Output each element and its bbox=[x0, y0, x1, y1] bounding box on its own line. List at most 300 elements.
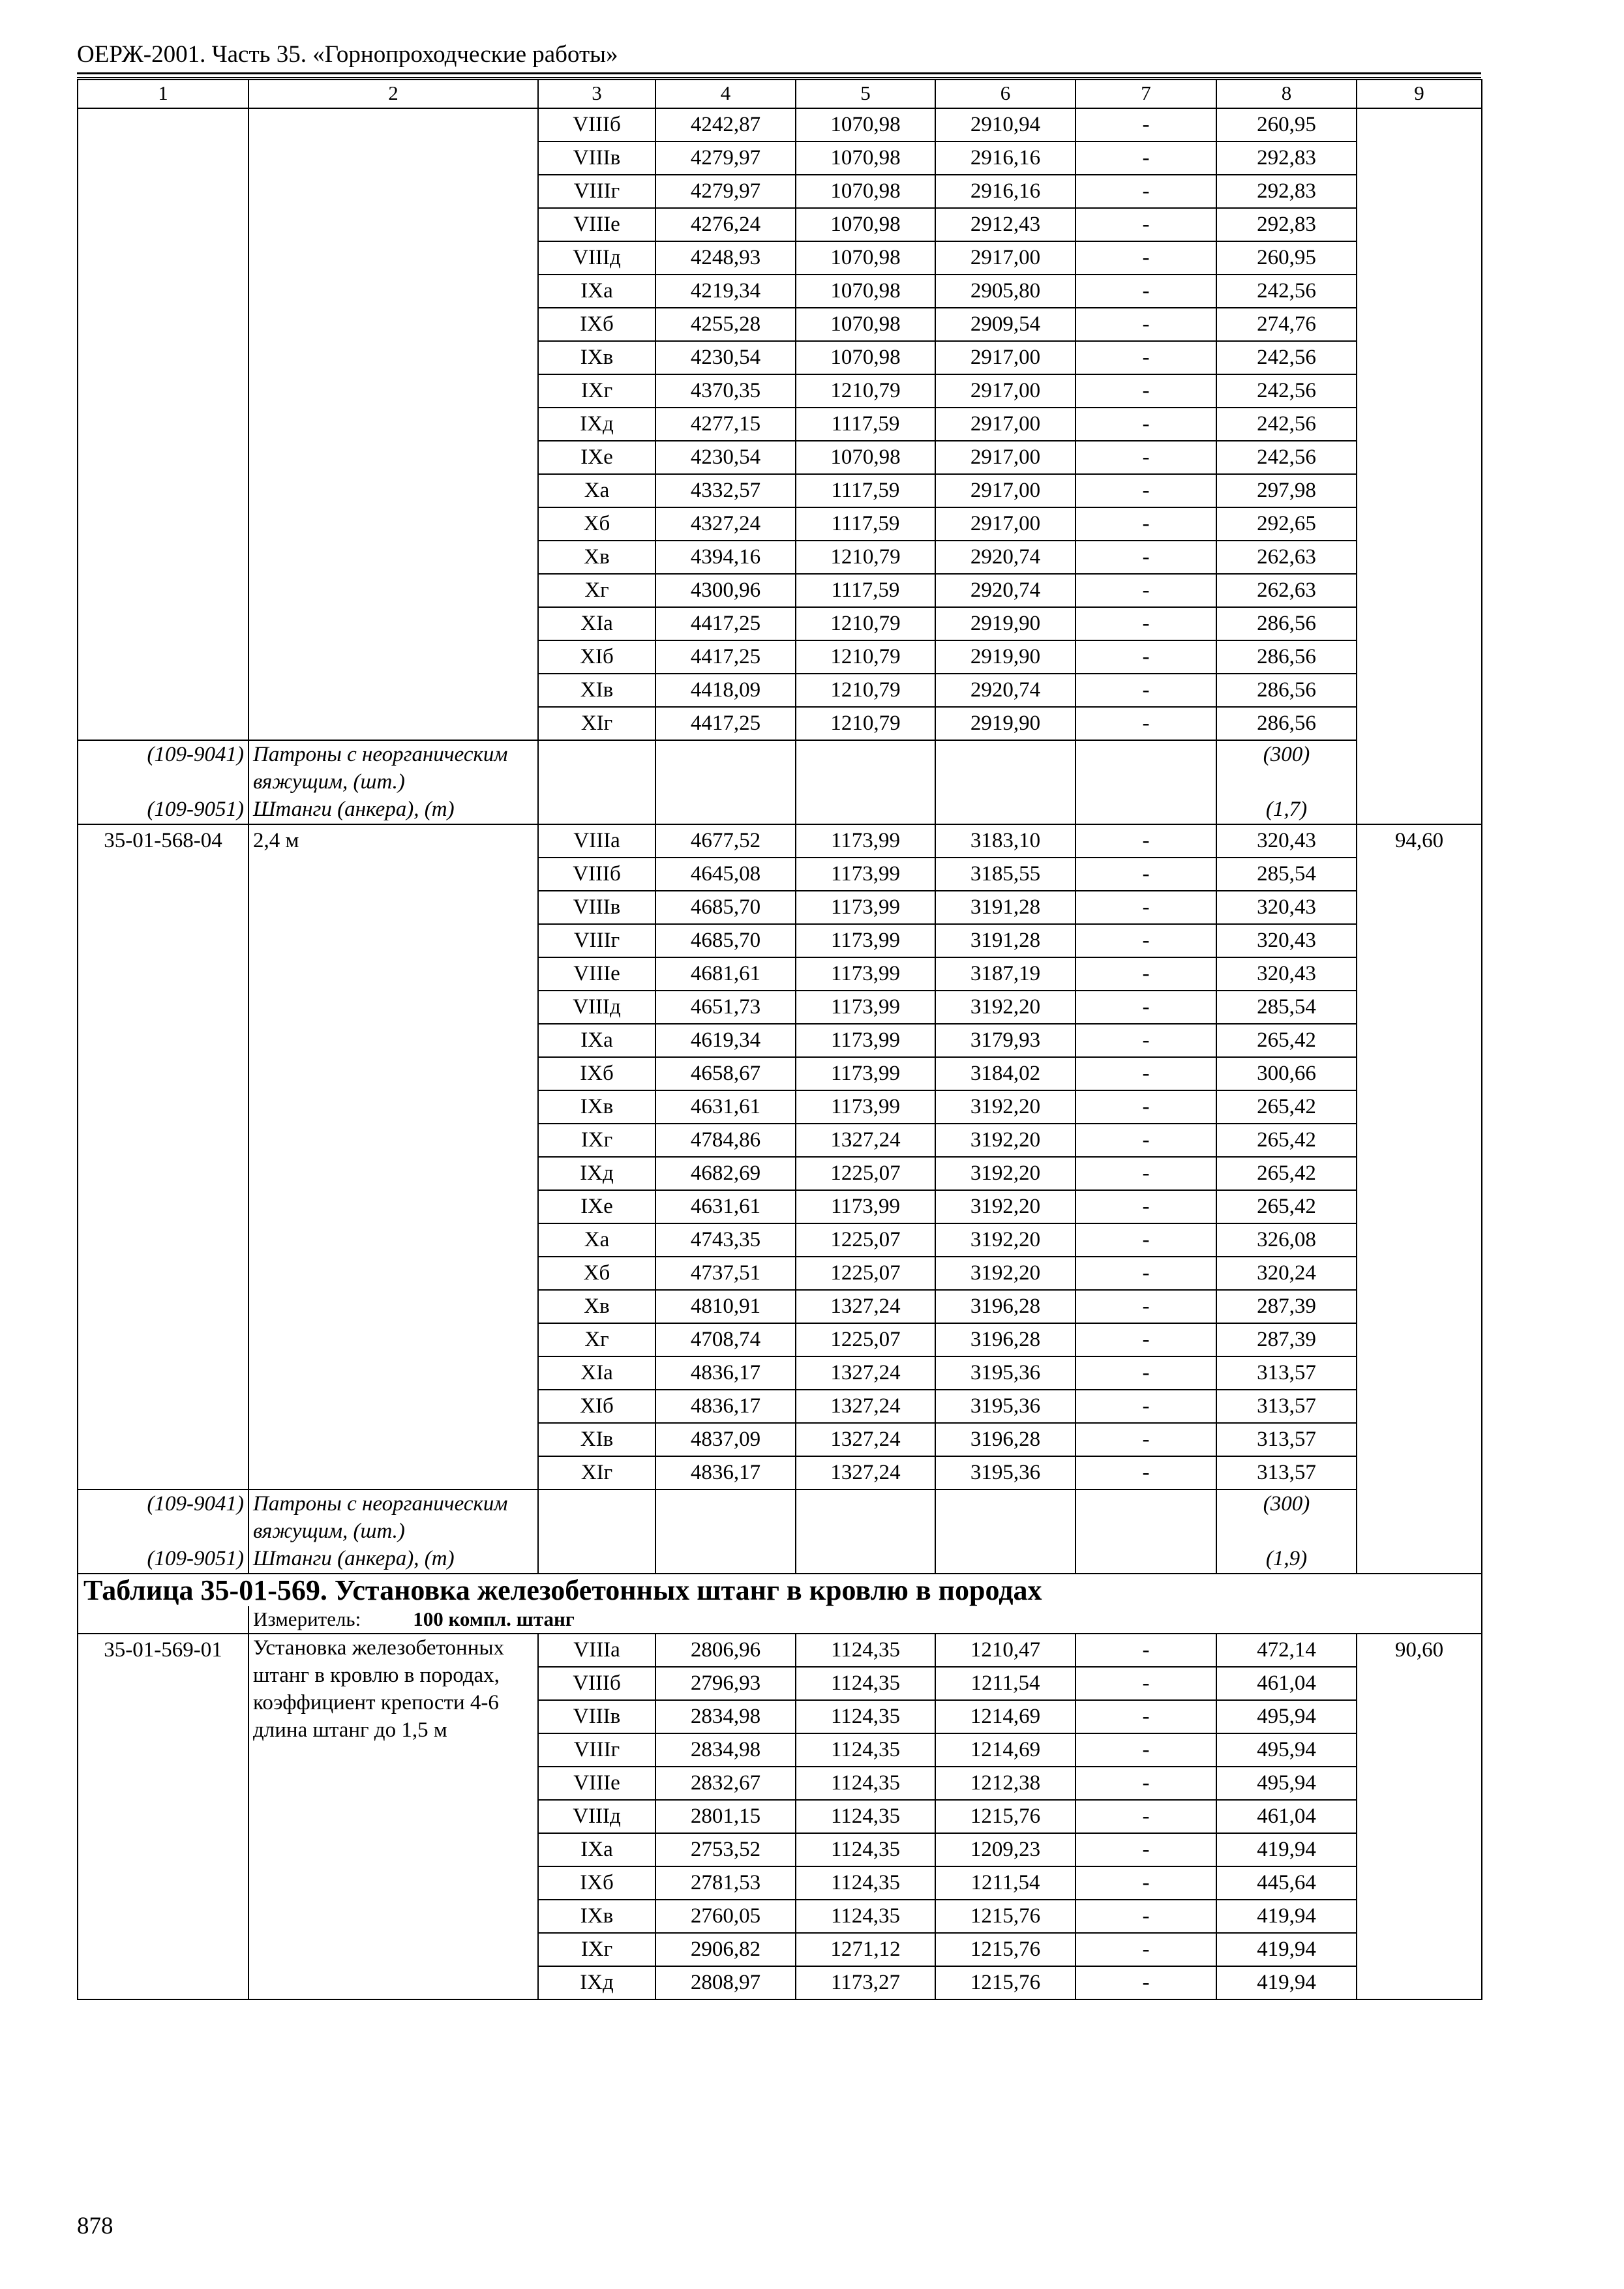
total-cost-cell: 4417,25 bbox=[655, 707, 796, 740]
labor-cell: 292,83 bbox=[1216, 175, 1357, 208]
total-cost-cell: 4255,28 bbox=[655, 308, 796, 341]
total-cost-cell: 2806,96 bbox=[655, 1634, 796, 1667]
labor-cell: 262,63 bbox=[1216, 541, 1357, 574]
class-cell: IXв bbox=[538, 1090, 655, 1124]
labor-cell: 292,83 bbox=[1216, 142, 1357, 175]
materials-cell: - bbox=[1075, 1190, 1216, 1223]
measure-label: Измеритель: bbox=[253, 1608, 361, 1630]
wages-cell: 1173,99 bbox=[796, 1090, 935, 1124]
resource-code: (109-9051) bbox=[78, 1545, 248, 1574]
labor-cell: 265,42 bbox=[1216, 1090, 1357, 1124]
total-cost-cell: 4619,34 bbox=[655, 1024, 796, 1057]
resource-value: (1,9) bbox=[1216, 1545, 1357, 1574]
materials-cell: - bbox=[1075, 474, 1216, 507]
labor-cell: 265,42 bbox=[1216, 1157, 1357, 1190]
empty-cell bbox=[935, 1489, 1075, 1545]
total-cost-cell: 4230,54 bbox=[655, 341, 796, 374]
materials-cell: - bbox=[1075, 241, 1216, 275]
machines-cell: 2916,16 bbox=[935, 175, 1075, 208]
machines-cell: 1214,69 bbox=[935, 1733, 1075, 1767]
total-cost-cell: 4394,16 bbox=[655, 541, 796, 574]
wages-cell: 1327,24 bbox=[796, 1356, 935, 1390]
total-cost-cell: 4685,70 bbox=[655, 924, 796, 957]
materials-cell: - bbox=[1075, 1323, 1216, 1356]
total-cost-cell: 4836,17 bbox=[655, 1390, 796, 1423]
wages-cell: 1124,35 bbox=[796, 1800, 935, 1833]
machines-cell: 2917,00 bbox=[935, 241, 1075, 275]
measure-row bbox=[78, 1606, 1482, 1634]
total-cost-cell: 4418,09 bbox=[655, 674, 796, 707]
total-cost-cell: 4279,97 bbox=[655, 175, 796, 208]
column-header: 4 bbox=[655, 80, 796, 108]
wages-cell: 1070,98 bbox=[796, 308, 935, 341]
labor-cell: 313,57 bbox=[1216, 1356, 1357, 1390]
materials-cell: - bbox=[1075, 108, 1216, 142]
machines-cell: 3179,93 bbox=[935, 1024, 1075, 1057]
machines-cell: 2920,74 bbox=[935, 541, 1075, 574]
wages-cell: 1173,99 bbox=[796, 1190, 935, 1223]
header-rule-double bbox=[77, 77, 1481, 78]
class-cell: VIIIв bbox=[538, 1700, 655, 1733]
class-cell: IXг bbox=[538, 374, 655, 408]
machines-cell: 1211,54 bbox=[935, 1866, 1075, 1900]
total-cost-cell: 4837,09 bbox=[655, 1423, 796, 1456]
machines-cell: 1215,76 bbox=[935, 1900, 1075, 1933]
labor-cell: 242,56 bbox=[1216, 408, 1357, 441]
machines-cell: 3195,36 bbox=[935, 1456, 1075, 1489]
materials-cell: - bbox=[1075, 858, 1216, 891]
labor-cell: 320,43 bbox=[1216, 824, 1357, 858]
class-cell: Xб bbox=[538, 1257, 655, 1290]
resource-value: (300) bbox=[1216, 740, 1357, 796]
total-cost-cell: 4810,91 bbox=[655, 1290, 796, 1323]
total-cost-cell: 4242,87 bbox=[655, 108, 796, 142]
total-cost-cell: 4277,15 bbox=[655, 408, 796, 441]
labor-cell: 461,04 bbox=[1216, 1800, 1357, 1833]
wages-cell: 1070,98 bbox=[796, 275, 935, 308]
machines-cell: 3192,20 bbox=[935, 991, 1075, 1024]
total-cost-cell: 4708,74 bbox=[655, 1323, 796, 1356]
labor-cell: 242,56 bbox=[1216, 341, 1357, 374]
machines-cell: 1215,76 bbox=[935, 1966, 1075, 1999]
machines-cell: 2920,74 bbox=[935, 674, 1075, 707]
wages-cell: 1327,24 bbox=[796, 1456, 935, 1489]
wages-cell: 1117,59 bbox=[796, 507, 935, 541]
table-row bbox=[78, 1634, 1482, 1667]
total-cost-cell: 2801,15 bbox=[655, 1800, 796, 1833]
col9-cell: 90,60 bbox=[1357, 1634, 1482, 1999]
total-cost-cell: 2834,98 bbox=[655, 1700, 796, 1733]
empty-cell bbox=[1075, 1489, 1216, 1545]
labor-cell: 313,57 bbox=[1216, 1390, 1357, 1423]
total-cost-cell: 4658,67 bbox=[655, 1057, 796, 1090]
class-cell: VIIIд bbox=[538, 991, 655, 1024]
name-cell: Установка железобетонных штанг в кровлю в породах, коэффициент крепости 4-6 длина штанг до 1,5 м bbox=[248, 1634, 538, 1999]
materials-cell: - bbox=[1075, 640, 1216, 674]
wages-cell: 1070,98 bbox=[796, 441, 935, 474]
materials-cell: - bbox=[1075, 1456, 1216, 1489]
machines-cell: 2917,00 bbox=[935, 441, 1075, 474]
class-cell: VIIIа bbox=[538, 824, 655, 858]
labor-cell: 287,39 bbox=[1216, 1323, 1357, 1356]
materials-cell: - bbox=[1075, 1257, 1216, 1290]
materials-cell: - bbox=[1075, 957, 1216, 991]
machines-cell: 2920,74 bbox=[935, 574, 1075, 607]
column-header: 8 bbox=[1216, 80, 1357, 108]
materials-cell: - bbox=[1075, 707, 1216, 740]
class-cell: VIIIг bbox=[538, 1733, 655, 1767]
machines-cell: 3195,36 bbox=[935, 1356, 1075, 1390]
resource-value: (1,7) bbox=[1216, 796, 1357, 824]
machines-cell: 3191,28 bbox=[935, 924, 1075, 957]
empty-cell bbox=[538, 740, 655, 796]
machines-cell: 3185,55 bbox=[935, 858, 1075, 891]
total-cost-cell: 4836,17 bbox=[655, 1356, 796, 1390]
machines-cell: 3192,20 bbox=[935, 1157, 1075, 1190]
materials-cell: - bbox=[1075, 208, 1216, 241]
class-cell: IXа bbox=[538, 275, 655, 308]
resource-code: (109-9051) bbox=[78, 796, 248, 824]
labor-cell: 286,56 bbox=[1216, 640, 1357, 674]
materials-cell: - bbox=[1075, 1057, 1216, 1090]
resource-row bbox=[78, 740, 1482, 796]
empty-cell bbox=[1075, 796, 1216, 824]
labor-cell: 495,94 bbox=[1216, 1733, 1357, 1767]
materials-cell: - bbox=[1075, 1024, 1216, 1057]
total-cost-cell: 2808,97 bbox=[655, 1966, 796, 1999]
empty-cell bbox=[78, 1606, 248, 1634]
machines-cell: 1214,69 bbox=[935, 1700, 1075, 1733]
materials-cell: - bbox=[1075, 1866, 1216, 1900]
wages-cell: 1225,07 bbox=[796, 1157, 935, 1190]
wages-cell: 1070,98 bbox=[796, 142, 935, 175]
wages-cell: 1124,35 bbox=[796, 1733, 935, 1767]
machines-cell: 3192,20 bbox=[935, 1257, 1075, 1290]
machines-cell: 1211,54 bbox=[935, 1667, 1075, 1700]
materials-cell: - bbox=[1075, 341, 1216, 374]
resource-code: (109-9041) bbox=[78, 740, 248, 796]
wages-cell: 1124,35 bbox=[796, 1634, 935, 1667]
class-cell: IXг bbox=[538, 1933, 655, 1966]
machines-cell: 2912,43 bbox=[935, 208, 1075, 241]
wages-cell: 1173,27 bbox=[796, 1966, 935, 1999]
labor-cell: 300,66 bbox=[1216, 1057, 1357, 1090]
materials-cell: - bbox=[1075, 1634, 1216, 1667]
machines-cell: 1209,23 bbox=[935, 1833, 1075, 1866]
machines-cell: 2917,00 bbox=[935, 408, 1075, 441]
labor-cell: 472,14 bbox=[1216, 1634, 1357, 1667]
wages-cell: 1124,35 bbox=[796, 1866, 935, 1900]
column-header: 6 bbox=[935, 80, 1075, 108]
class-cell: VIIIг bbox=[538, 924, 655, 957]
materials-cell: - bbox=[1075, 1090, 1216, 1124]
wages-cell: 1210,79 bbox=[796, 640, 935, 674]
total-cost-cell: 4784,86 bbox=[655, 1124, 796, 1157]
wages-cell: 1117,59 bbox=[796, 474, 935, 507]
materials-cell: - bbox=[1075, 1933, 1216, 1966]
class-cell: VIIIв bbox=[538, 142, 655, 175]
machines-cell: 1215,76 bbox=[935, 1800, 1075, 1833]
class-cell: IXв bbox=[538, 341, 655, 374]
materials-cell: - bbox=[1075, 1833, 1216, 1866]
machines-cell: 3183,10 bbox=[935, 824, 1075, 858]
total-cost-cell: 4248,93 bbox=[655, 241, 796, 275]
labor-cell: 495,94 bbox=[1216, 1767, 1357, 1800]
machines-cell: 2910,94 bbox=[935, 108, 1075, 142]
machines-cell: 3192,20 bbox=[935, 1090, 1075, 1124]
total-cost-cell: 2796,93 bbox=[655, 1667, 796, 1700]
wages-cell: 1210,79 bbox=[796, 541, 935, 574]
labor-cell: 320,24 bbox=[1216, 1257, 1357, 1290]
class-cell: VIIIб bbox=[538, 1667, 655, 1700]
wages-cell: 1225,07 bbox=[796, 1257, 935, 1290]
class-cell: VIIIд bbox=[538, 1800, 655, 1833]
total-cost-cell: 4651,73 bbox=[655, 991, 796, 1024]
labor-cell: 419,94 bbox=[1216, 1966, 1357, 1999]
class-cell: XIа bbox=[538, 1356, 655, 1390]
class-cell: Xа bbox=[538, 1223, 655, 1257]
wages-cell: 1070,98 bbox=[796, 208, 935, 241]
materials-cell: - bbox=[1075, 991, 1216, 1024]
class-cell: IXб bbox=[538, 308, 655, 341]
class-cell: VIIIа bbox=[538, 1634, 655, 1667]
materials-cell: - bbox=[1075, 1223, 1216, 1257]
column-header: 5 bbox=[796, 80, 935, 108]
materials-cell: - bbox=[1075, 1356, 1216, 1390]
name-cell bbox=[248, 108, 538, 740]
machines-cell: 2905,80 bbox=[935, 275, 1075, 308]
class-cell: IXе bbox=[538, 441, 655, 474]
total-cost-cell: 2832,67 bbox=[655, 1767, 796, 1800]
wages-cell: 1173,99 bbox=[796, 891, 935, 924]
empty-cell bbox=[655, 1489, 796, 1545]
empty-cell bbox=[655, 740, 796, 796]
materials-cell: - bbox=[1075, 1290, 1216, 1323]
wages-cell: 1225,07 bbox=[796, 1223, 935, 1257]
column-header: 7 bbox=[1075, 80, 1216, 108]
labor-cell: 445,64 bbox=[1216, 1866, 1357, 1900]
machines-cell: 2919,90 bbox=[935, 640, 1075, 674]
materials-cell: - bbox=[1075, 1667, 1216, 1700]
wages-cell: 1173,99 bbox=[796, 1024, 935, 1057]
labor-cell: 242,56 bbox=[1216, 374, 1357, 408]
empty-cell bbox=[796, 1545, 935, 1574]
name-cell: 2,4 м bbox=[248, 824, 538, 1489]
labor-cell: 313,57 bbox=[1216, 1456, 1357, 1489]
wages-cell: 1124,35 bbox=[796, 1700, 935, 1733]
empty-cell bbox=[796, 740, 935, 796]
empty-cell bbox=[796, 796, 935, 824]
materials-cell: - bbox=[1075, 275, 1216, 308]
code-cell bbox=[78, 108, 248, 740]
class-cell: XIа bbox=[538, 607, 655, 640]
class-cell: XIг bbox=[538, 707, 655, 740]
materials-cell: - bbox=[1075, 374, 1216, 408]
materials-cell: - bbox=[1075, 175, 1216, 208]
class-cell: IXд bbox=[538, 408, 655, 441]
total-cost-cell: 2753,52 bbox=[655, 1833, 796, 1866]
materials-cell: - bbox=[1075, 541, 1216, 574]
total-cost-cell: 4681,61 bbox=[655, 957, 796, 991]
wages-cell: 1271,12 bbox=[796, 1933, 935, 1966]
materials-cell: - bbox=[1075, 674, 1216, 707]
class-cell: IXб bbox=[538, 1866, 655, 1900]
materials-cell: - bbox=[1075, 891, 1216, 924]
class-cell: IXа bbox=[538, 1024, 655, 1057]
class-cell: VIIIб bbox=[538, 858, 655, 891]
table-title: Таблица 35-01-569. Установка железобетонных штанг в кровлю в породах bbox=[78, 1574, 1482, 1606]
labor-cell: 286,56 bbox=[1216, 707, 1357, 740]
total-cost-cell: 2781,53 bbox=[655, 1866, 796, 1900]
labor-cell: 287,39 bbox=[1216, 1290, 1357, 1323]
labor-cell: 419,94 bbox=[1216, 1833, 1357, 1866]
empty-cell bbox=[538, 1489, 655, 1545]
labor-cell: 285,54 bbox=[1216, 858, 1357, 891]
materials-cell: - bbox=[1075, 924, 1216, 957]
machines-cell: 2919,90 bbox=[935, 707, 1075, 740]
total-cost-cell: 4677,52 bbox=[655, 824, 796, 858]
materials-cell: - bbox=[1075, 1800, 1216, 1833]
total-cost-cell: 2760,05 bbox=[655, 1900, 796, 1933]
wages-cell: 1070,98 bbox=[796, 241, 935, 275]
empty-cell bbox=[1075, 1545, 1216, 1574]
machines-cell: 3191,28 bbox=[935, 891, 1075, 924]
class-cell: Xг bbox=[538, 1323, 655, 1356]
labor-cell: 262,63 bbox=[1216, 574, 1357, 607]
class-cell: XIб bbox=[538, 1390, 655, 1423]
class-cell: XIв bbox=[538, 1423, 655, 1456]
materials-cell: - bbox=[1075, 507, 1216, 541]
class-cell: IXв bbox=[538, 1900, 655, 1933]
labor-cell: 320,43 bbox=[1216, 957, 1357, 991]
wages-cell: 1173,99 bbox=[796, 991, 935, 1024]
materials-cell: - bbox=[1075, 441, 1216, 474]
total-cost-cell: 4230,54 bbox=[655, 441, 796, 474]
machines-cell: 1215,76 bbox=[935, 1933, 1075, 1966]
machines-cell: 3195,36 bbox=[935, 1390, 1075, 1423]
empty-cell bbox=[935, 740, 1075, 796]
column-header: 2 bbox=[248, 80, 538, 108]
col9-cell: 94,60 bbox=[1357, 824, 1482, 1574]
wages-cell: 1117,59 bbox=[796, 574, 935, 607]
wages-cell: 1124,35 bbox=[796, 1667, 935, 1700]
total-cost-cell: 4332,57 bbox=[655, 474, 796, 507]
wages-cell: 1070,98 bbox=[796, 108, 935, 142]
machines-cell: 3192,20 bbox=[935, 1190, 1075, 1223]
class-cell: VIIIе bbox=[538, 1767, 655, 1800]
resource-row bbox=[78, 1545, 1482, 1574]
wages-cell: 1117,59 bbox=[796, 408, 935, 441]
total-cost-cell: 4631,61 bbox=[655, 1090, 796, 1124]
machines-cell: 3192,20 bbox=[935, 1223, 1075, 1257]
machines-cell: 3192,20 bbox=[935, 1124, 1075, 1157]
class-cell: XIб bbox=[538, 640, 655, 674]
labor-cell: 242,56 bbox=[1216, 275, 1357, 308]
wages-cell: 1210,79 bbox=[796, 707, 935, 740]
machines-cell: 2917,00 bbox=[935, 474, 1075, 507]
machines-cell: 2917,00 bbox=[935, 374, 1075, 408]
wages-cell: 1070,98 bbox=[796, 341, 935, 374]
wages-cell: 1327,24 bbox=[796, 1290, 935, 1323]
wages-cell: 1210,79 bbox=[796, 374, 935, 408]
column-header: 1 bbox=[78, 80, 248, 108]
wages-cell: 1173,99 bbox=[796, 924, 935, 957]
total-cost-cell: 4682,69 bbox=[655, 1157, 796, 1190]
empty-cell bbox=[655, 1545, 796, 1574]
materials-cell: - bbox=[1075, 1700, 1216, 1733]
class-cell: IXг bbox=[538, 1124, 655, 1157]
labor-cell: 260,95 bbox=[1216, 108, 1357, 142]
page-number: 878 bbox=[77, 2213, 113, 2239]
wages-cell: 1210,79 bbox=[796, 607, 935, 640]
col9-cell bbox=[1357, 108, 1482, 824]
code-cell: 35-01-569-01 bbox=[78, 1634, 248, 1999]
wages-cell: 1225,07 bbox=[796, 1323, 935, 1356]
class-cell: VIIIв bbox=[538, 891, 655, 924]
labor-cell: 285,54 bbox=[1216, 991, 1357, 1024]
class-cell: XIг bbox=[538, 1456, 655, 1489]
machines-cell: 1212,38 bbox=[935, 1767, 1075, 1800]
empty-cell bbox=[538, 796, 655, 824]
total-cost-cell: 4743,35 bbox=[655, 1223, 796, 1257]
resource-name: Патроны с неорганическим вяжущим, (шт.) bbox=[248, 740, 538, 796]
class-cell: VIIIе bbox=[538, 957, 655, 991]
wages-cell: 1327,24 bbox=[796, 1124, 935, 1157]
machines-cell: 3184,02 bbox=[935, 1057, 1075, 1090]
labor-cell: 260,95 bbox=[1216, 241, 1357, 275]
machines-cell: 2917,00 bbox=[935, 507, 1075, 541]
materials-cell: - bbox=[1075, 308, 1216, 341]
total-cost-cell: 4836,17 bbox=[655, 1456, 796, 1489]
machines-cell: 3196,28 bbox=[935, 1423, 1075, 1456]
rates-table-body bbox=[78, 80, 1482, 1999]
materials-cell: - bbox=[1075, 1157, 1216, 1190]
labor-cell: 286,56 bbox=[1216, 607, 1357, 640]
resource-code: (109-9041) bbox=[78, 1489, 248, 1545]
materials-cell: - bbox=[1075, 1124, 1216, 1157]
wages-cell: 1210,79 bbox=[796, 674, 935, 707]
labor-cell: 242,56 bbox=[1216, 441, 1357, 474]
class-cell: IXб bbox=[538, 1057, 655, 1090]
materials-cell: - bbox=[1075, 1423, 1216, 1456]
total-cost-cell: 4645,08 bbox=[655, 858, 796, 891]
materials-cell: - bbox=[1075, 1390, 1216, 1423]
wages-cell: 1173,99 bbox=[796, 824, 935, 858]
empty-cell bbox=[538, 1545, 655, 1574]
total-cost-cell: 4417,25 bbox=[655, 640, 796, 674]
class-cell: Xа bbox=[538, 474, 655, 507]
class-cell: IXа bbox=[538, 1833, 655, 1866]
total-cost-cell: 4370,35 bbox=[655, 374, 796, 408]
labor-cell: 265,42 bbox=[1216, 1024, 1357, 1057]
column-header: 3 bbox=[538, 80, 655, 108]
machines-cell: 3196,28 bbox=[935, 1290, 1075, 1323]
total-cost-cell: 4417,25 bbox=[655, 607, 796, 640]
total-cost-cell: 4685,70 bbox=[655, 891, 796, 924]
table-row bbox=[78, 108, 1482, 142]
empty-cell bbox=[935, 796, 1075, 824]
total-cost-cell: 4631,61 bbox=[655, 1190, 796, 1223]
machines-cell: 3196,28 bbox=[935, 1323, 1075, 1356]
rates-table bbox=[77, 79, 1482, 2000]
labor-cell: 286,56 bbox=[1216, 674, 1357, 707]
materials-cell: - bbox=[1075, 1966, 1216, 1999]
machines-cell: 2909,54 bbox=[935, 308, 1075, 341]
empty-cell bbox=[655, 796, 796, 824]
materials-cell: - bbox=[1075, 408, 1216, 441]
measure-cell bbox=[248, 1606, 1482, 1634]
wages-cell: 1173,99 bbox=[796, 858, 935, 891]
